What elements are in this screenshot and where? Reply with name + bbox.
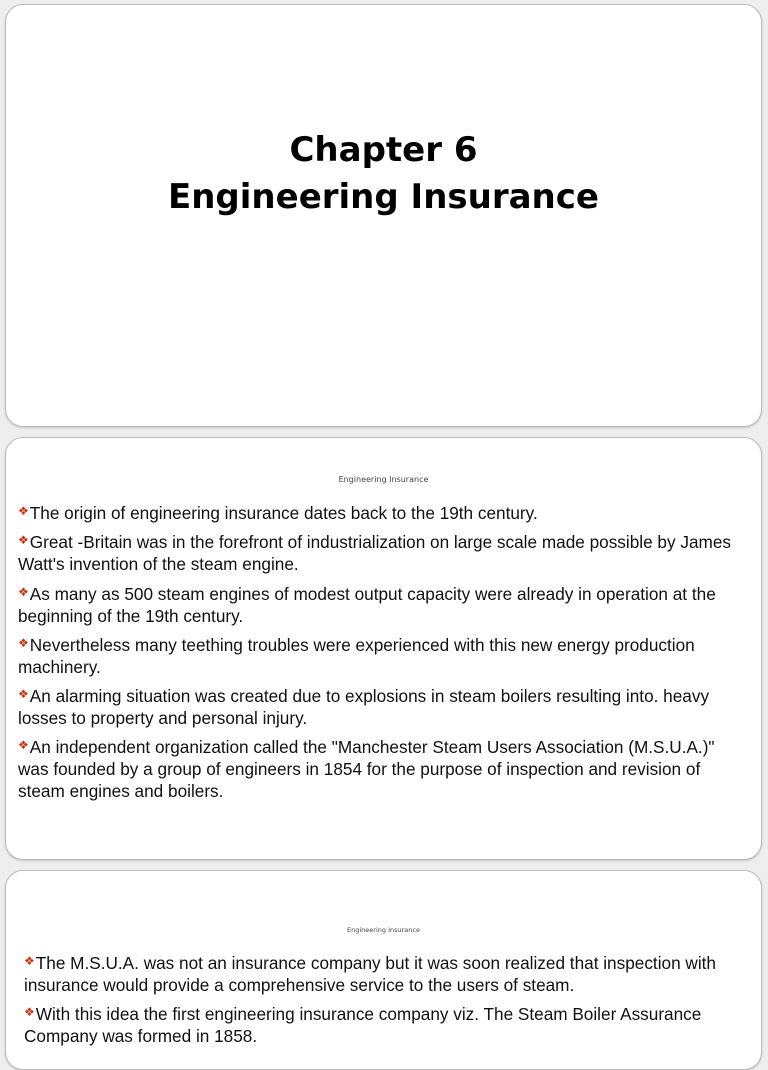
diamond-bullet-icon: ❖	[24, 1005, 35, 1020]
slide-title	[6, 127, 761, 221]
bullet-text: The M.S.U.A. was not an insurance company but it was soon realized that inspection with insurance would provide a comprehensive service to the users of steam.	[24, 953, 716, 995]
bullet-text: As many as 500 steam engines of modest output capacity were already in operation at the beginning of the 19th century.	[18, 583, 716, 626]
bullet-item	[24, 1001, 743, 1047]
bullet-text: Nevertheless many teething troubles were experienced with this new energy production machinery.	[18, 634, 695, 677]
bullet-text: An independent organization called the "Manchester Steam Users Association (M.S.U.A.)" was founded by a group of engineers in 1854 for the purpose of inspection and revision of steam engines and boilers.	[18, 737, 715, 802]
diamond-bullet-icon: ❖	[18, 584, 29, 599]
slide-1[interactable]	[5, 4, 762, 427]
title-line-1: Chapter 6	[289, 130, 478, 170]
title-line-2: Engineering Insurance	[168, 177, 599, 217]
bullet-text: Great -Britain was in the forefront of industrialization on large scale made possible by James Watt's invention of the steam engine.	[18, 532, 731, 575]
diamond-bullet-icon: ❖	[18, 687, 29, 702]
bullet-item	[18, 581, 743, 627]
slide-header: Engineering Insurance	[347, 926, 420, 934]
bullet-item	[18, 632, 743, 678]
bullet-item	[18, 734, 743, 802]
bullet-item	[18, 529, 743, 575]
diamond-bullet-icon: ❖	[18, 635, 29, 650]
bullet-item	[18, 683, 743, 729]
slide-2[interactable]	[5, 437, 762, 860]
diamond-bullet-icon: ❖	[18, 533, 29, 548]
slide-3[interactable]	[5, 870, 762, 1070]
bullet-text: With this idea the first engineering insurance company viz. The Steam Boiler Assurance Company was formed in 1858.	[24, 1004, 702, 1047]
bullet-list	[24, 950, 743, 1053]
bullet-item	[18, 500, 743, 524]
diamond-bullet-icon: ❖	[18, 738, 29, 753]
bullet-text: The origin of engineering insurance dates back to the 19th century.	[29, 503, 538, 523]
bullet-text: An alarming situation was created due to explosions in steam boilers resulting into. heavy losses to property and personal injury.	[18, 686, 710, 729]
bullet-list	[18, 500, 743, 808]
diamond-bullet-icon: ❖	[24, 954, 35, 968]
slide-header: Engineering Insurance	[338, 475, 429, 484]
diamond-bullet-icon: ❖	[18, 504, 29, 518]
bullet-item	[24, 950, 743, 996]
